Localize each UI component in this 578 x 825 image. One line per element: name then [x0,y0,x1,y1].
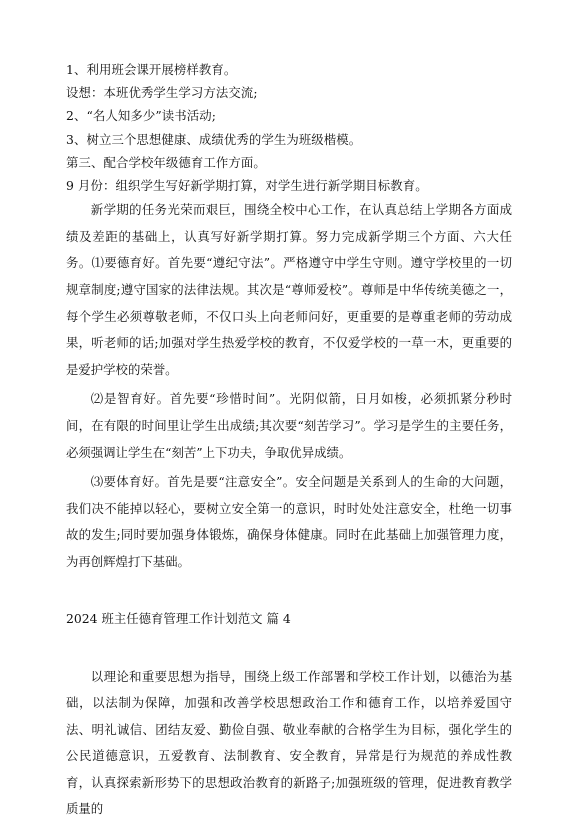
paragraph: 新学期的任务光荣而艰巨，围绕全校中心工作，在认真总结上学期各方面成绩及差距的基础上，认真写好新学期打算。努力完成新学期三个方面、六大任务。⑴要德育好。首先要“遵纪守法”。严格遵守中学生守则。遵守学校里的一切规章制度;遵守国家的法律法规。其次是“尊师爱校”。尊师是中华传统美德之一，每个学生必须尊敬老师，不仅口头上向老师问好，更重要的是尊重老师的劳动成果，听老师的话;加强对学生热爱学校的教育，不仅爱学校的一草一木，更重要的是爱护学校的荣誉。 [66,202,512,377]
text-line: 2、“名人知多少”读书活动; [66,108,217,124]
text-line: 设想：本班优秀学生学习方法交流; [66,85,258,101]
text-line: 9 月份：组织学生写好新学期打算，对学生进行新学期目标教育。 [66,178,428,194]
text-line: 3、树立三个思想健康、成绩优秀的学生为班级楷模。 [66,131,362,147]
paragraph: 以理论和重要思想为指导，围绕上级工作部署和学校工作计划，以德治为基础，以法制为保障，加强和改善学校思想政治工作和德育工作，以培养爱国守法、明礼诚信、团结友爱、勤俭自强、敬业奉献的合格学生为目标，强化学生的公民道德意识，五爱教育、法制教育、安全教育，异常是行为规范的养成性教育，认真探索新形势下的思想政治教育的新路子;加强班级的管理，促进教育教学质量的 [66,669,512,817]
text-line: 第三、配合学校年级德育工作方面。 [66,154,266,170]
document-body [66,58,512,579]
section-title: 2024 班主任德育管理工作计划范文 篇 4 [66,611,291,626]
paragraph: ⑶要体育好。首先是要“注意安全”。安全问题是关系到人的生命的大问题，我们决不能掉以轻心，要树立安全第一的意识，时时处处注意安全，杜绝一切事故的发生;同时要加强身体锻炼，确保身体健康。同时在此基础上加强管理力度，为再创辉煌打下基础。 [66,474,512,569]
paragraph: ⑵是智育好。首先要“珍惜时间”。光阴似箭，日月如梭，必须抓紧分秒时间，在有限的时间里让学生出成绩;其次要“刻苦学习”。学习是学生的主要任务，必须强调让学生在“刻苦”上下功夫，争取优异成绩。 [66,391,512,460]
section-body [66,664,512,825]
text-line: 1、利用班会课开展榜样教育。 [66,62,237,77]
